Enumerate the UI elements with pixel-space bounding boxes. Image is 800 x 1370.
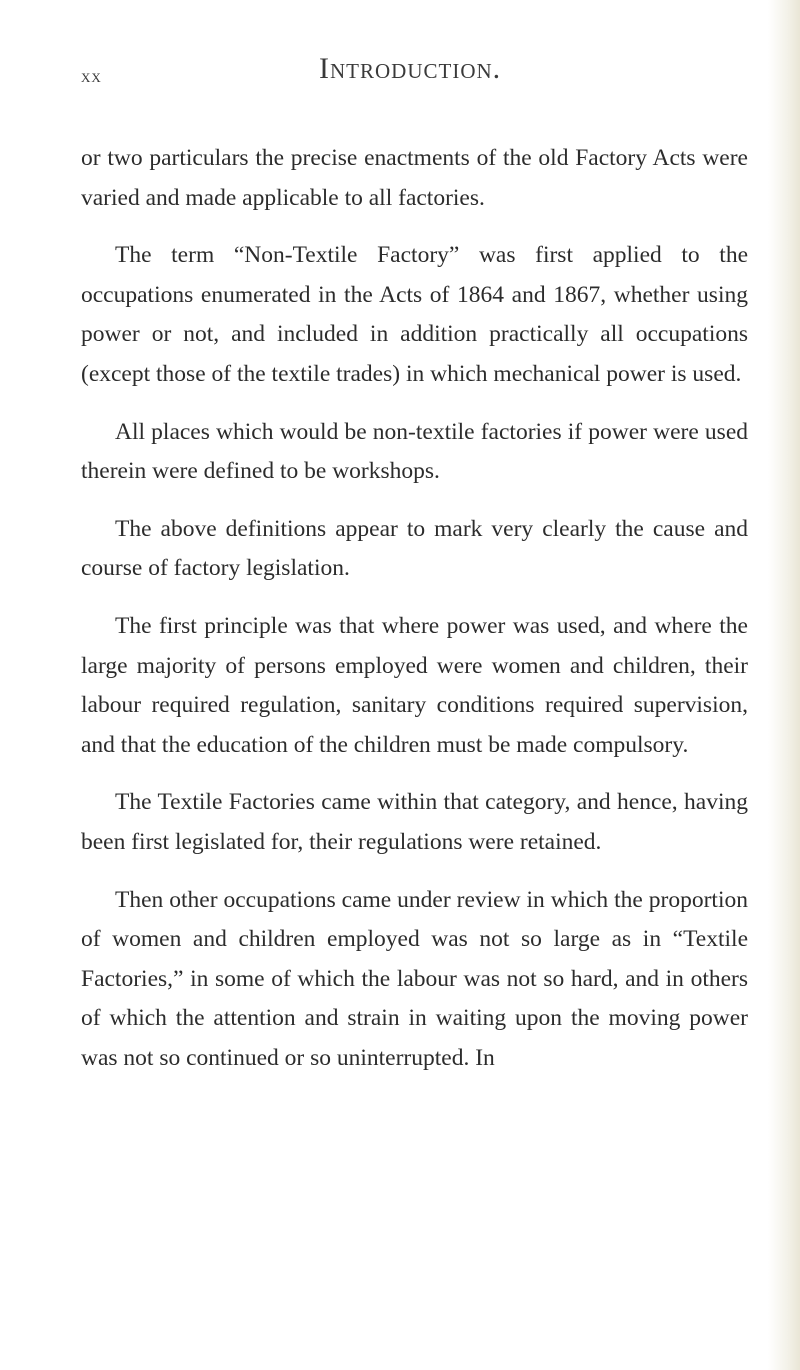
paragraph: The first principle was that where power was used, and where the large majority of persons employed were women and children, their labour required regulation, sanitary conditions required supervision, and that the education of the children must be made compulsory. (81, 612, 748, 758)
paragraph: The above definitions appear to mark very clearly the cause and course of factory legislation. (81, 515, 748, 582)
paragraph-continuation: or two particulars the precise enactments of the old Factory Acts were varied and made applicable to all factories. (81, 145, 748, 211)
running-head: Introduction. (319, 52, 502, 85)
paragraph: The Textile Factories came within that category, and hence, having been first legislated for, their regulations were retained. (81, 789, 748, 855)
paragraph: The term “Non-Textile Factory” was first applied to the occupations enumerated in the Acts of 1864 and 1867, whether using power or not, and included in addition practically all occupations (except those of the textile trades) in which mechanical power is used. (81, 242, 748, 387)
paragraph: Then other occupations came under review in which the proportion of women and children employed was not so large as in “Textile Factories,” in some of which the labour was not so hard, and in others of which the attention and strain in waiting upon the moving power was not so continued or so uninterrupted. In (81, 886, 748, 1071)
page-header (81, 52, 741, 92)
body-text (81, 139, 748, 1096)
page-number: xx (81, 66, 102, 87)
paragraph: All places which would be non-textile factories if power were used therein were defined to be workshops. (81, 418, 748, 485)
